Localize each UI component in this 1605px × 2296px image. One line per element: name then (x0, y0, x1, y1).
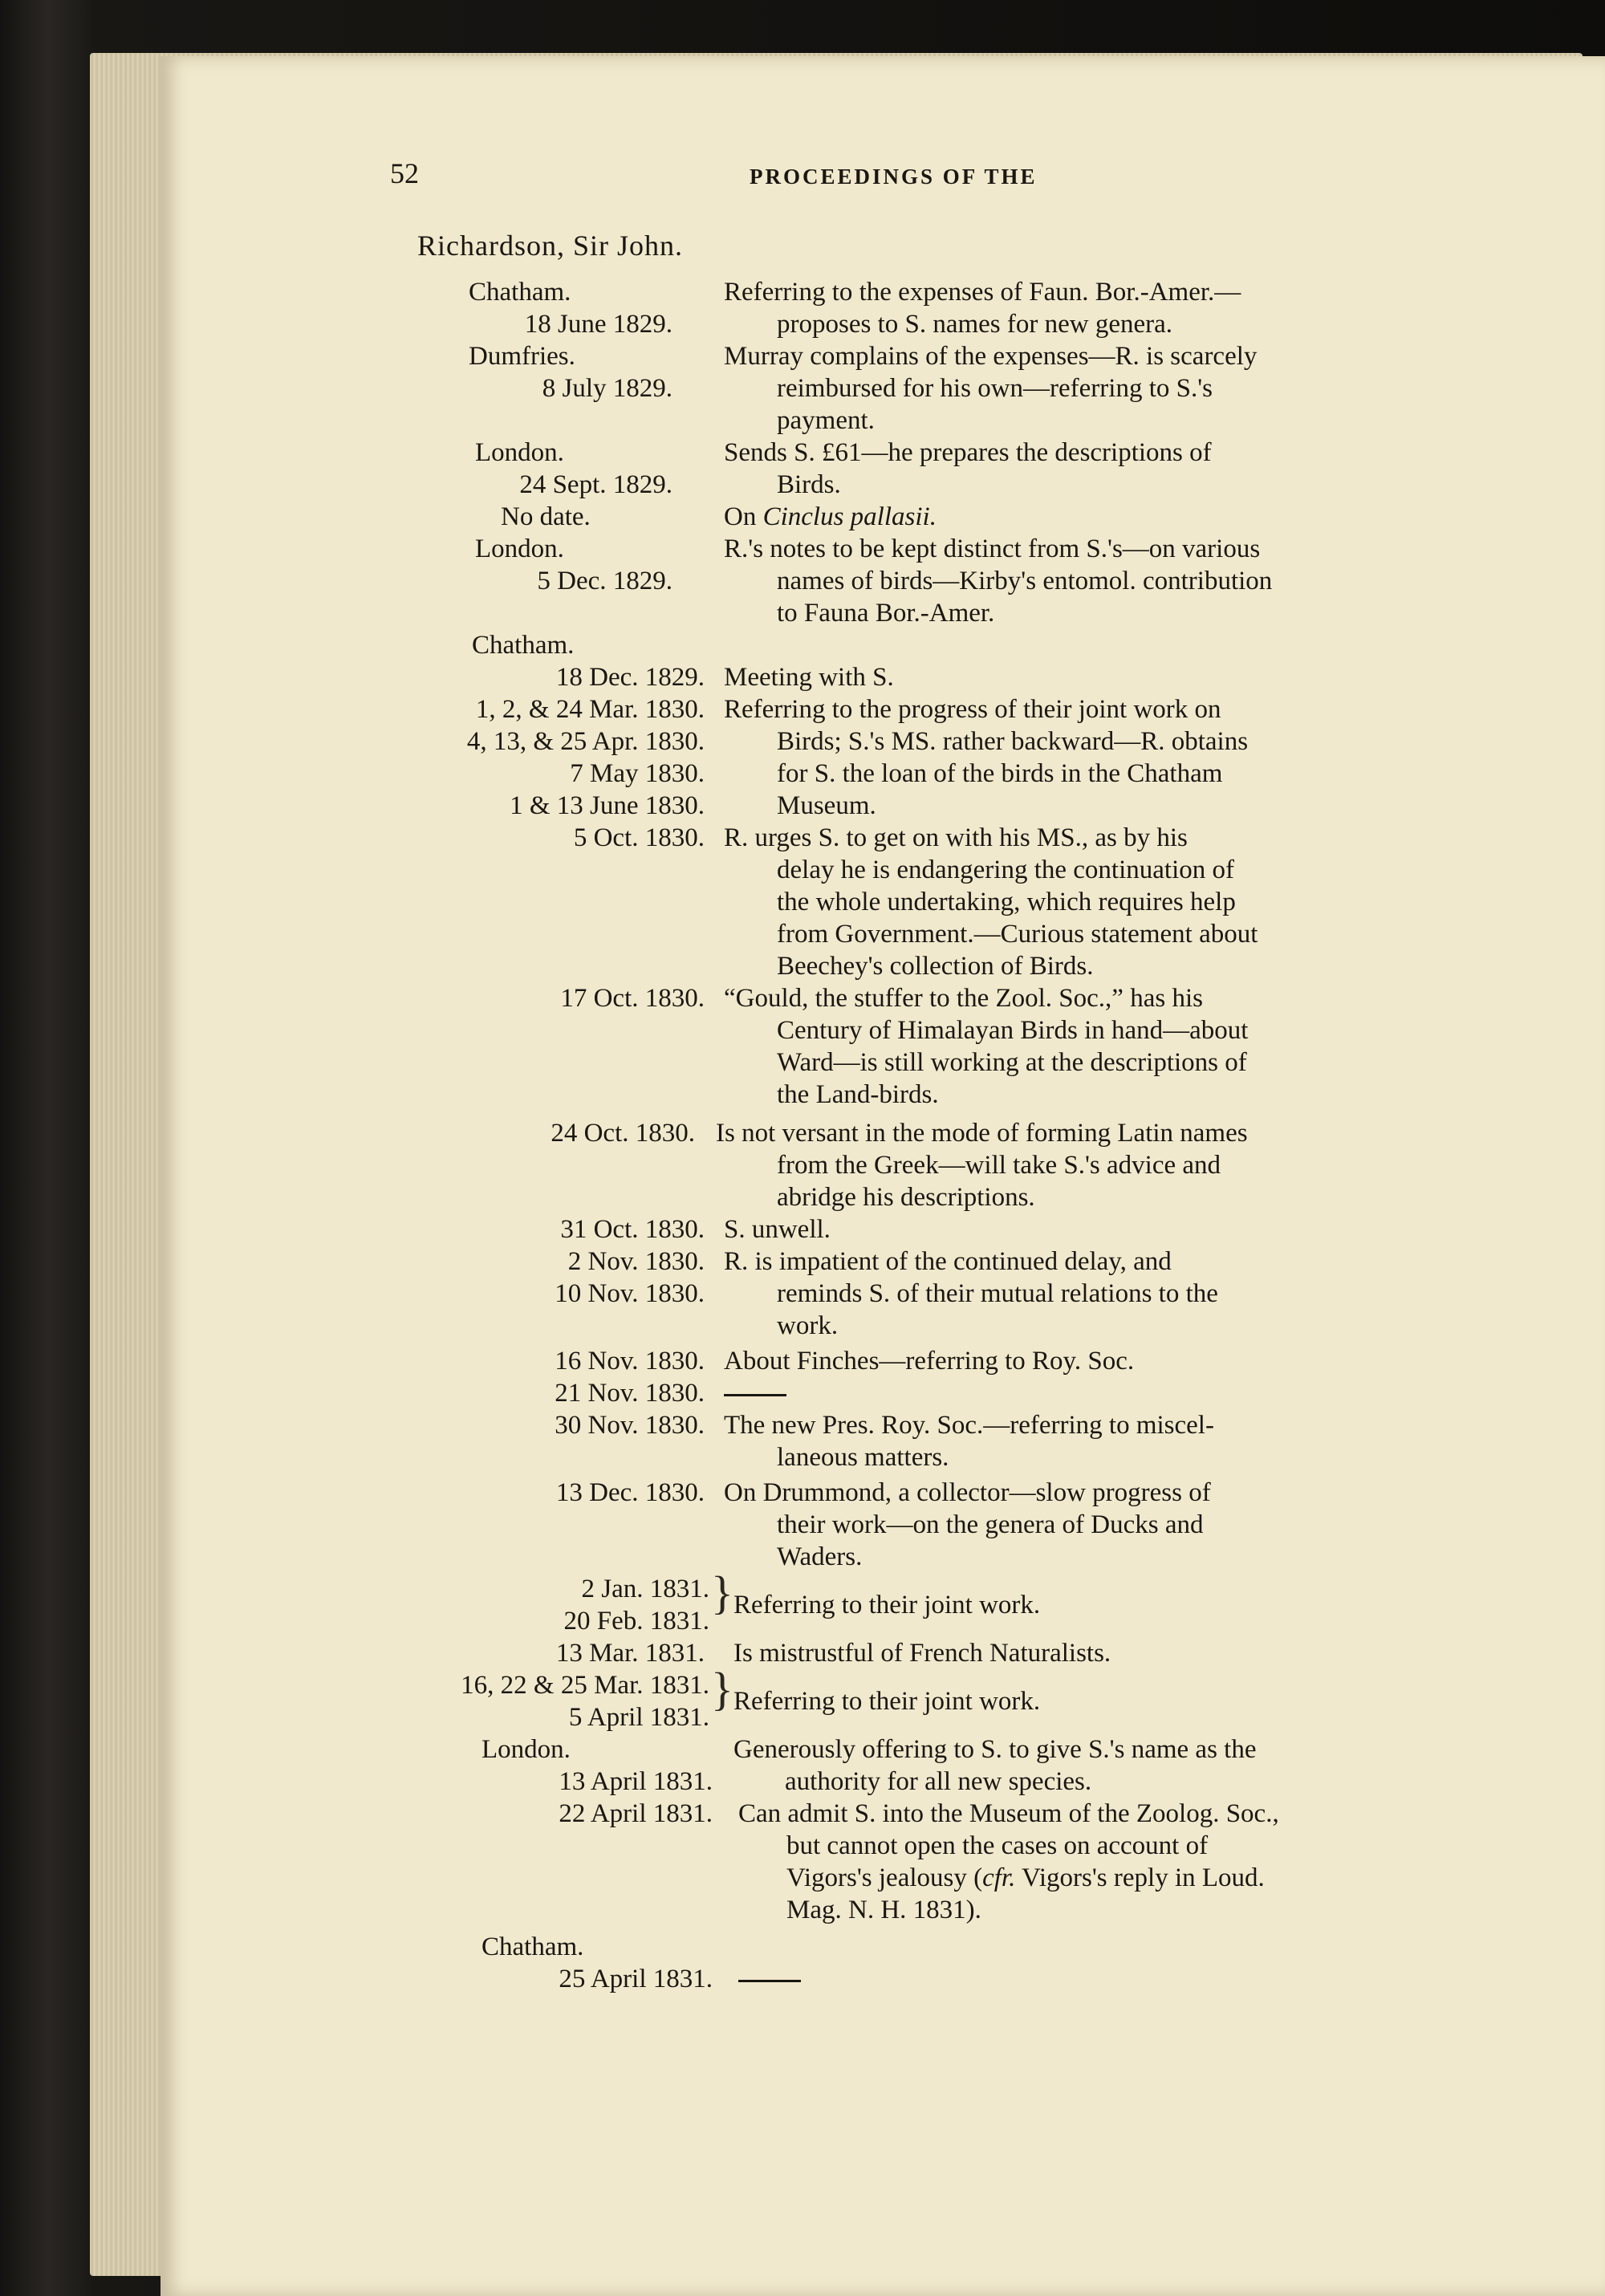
species-name: Cinclus pallasii. (762, 502, 937, 531)
entry-place: Chatham. (472, 631, 575, 660)
entry-date: 16, 22 & 25 Mar. 1831. (461, 1671, 709, 1700)
entry-text: R. urges S. to get on with his MS., as by his (724, 823, 1188, 852)
entry-place: London. (482, 1735, 571, 1764)
entry-date: 20 Feb. 1831. (563, 1607, 709, 1636)
entry-date: 22 April 1831. (559, 1799, 713, 1828)
entry-text: The new Pres. Roy. Soc.—referring to miscel- (724, 1411, 1214, 1440)
entry-text: the Land-birds. (777, 1080, 939, 1109)
page-number: 52 (390, 157, 419, 189)
entry-date: 2 Nov. 1830. (567, 1247, 705, 1276)
entry-text: Is mistrustful of French Naturalists. (733, 1639, 1111, 1668)
entry-place: Dumfries. (469, 342, 575, 371)
entry-text: Sends S. £61—he prepares the descriptions of (724, 438, 1212, 467)
entry-text: Referring to the progress of their joint work on (724, 695, 1221, 724)
entry-text: Museum. (777, 791, 876, 820)
entry-date: 1, 2, & 24 Mar. 1830. (475, 695, 705, 724)
entry-text: Century of Himalayan Birds in hand—about (777, 1016, 1249, 1045)
entry-text: from Government.—Curious statement about (777, 920, 1258, 949)
entry-text: On Cinclus pallasii. (724, 502, 937, 531)
entry-text: Birds; S.'s MS. rather backward—R. obtains (777, 727, 1249, 756)
entry-date: 24 Sept. 1829. (519, 470, 672, 499)
entry-date: 31 Oct. 1830. (560, 1215, 705, 1244)
entry-text: from the Greek—will take S.'s advice and (777, 1151, 1221, 1180)
entry-text: delay he is endangering the continuation of (777, 855, 1234, 884)
entry-text: proposes to S. names for new genera. (777, 310, 1173, 339)
entry-text: On Drummond, a collector—slow progress of (724, 1478, 1211, 1507)
entry-text: the whole undertaking, which requires help (777, 888, 1236, 916)
entry-text: R. is impatient of the continued delay, and (724, 1247, 1172, 1276)
entry-text: reimbursed for his own—referring to S.'s (777, 374, 1213, 403)
entry-text: but cannot open the cases on account of (786, 1831, 1209, 1860)
entry-text: abridge his descriptions. (777, 1183, 1035, 1212)
entry-text: About Finches—referring to Roy. Soc. (724, 1347, 1135, 1376)
entry-date: 2 Jan. 1831. (581, 1575, 709, 1603)
entry-text: payment. (777, 406, 875, 435)
entry-date: 5 April 1831. (568, 1703, 709, 1732)
entry-date: 13 Dec. 1830. (555, 1478, 705, 1507)
entry-text: Referring to their joint work. (733, 1687, 1041, 1716)
entry-text: Beechey's collection of Birds. (777, 952, 1094, 981)
entry-date: 17 Oct. 1830. (560, 984, 705, 1013)
entry-text: reminds S. of their mutual relations to the (777, 1279, 1218, 1308)
entry-place: London. (475, 534, 564, 563)
entry-date: 4, 13, & 25 Apr. 1830. (466, 727, 705, 756)
entry-date: No date. (501, 502, 591, 531)
entry-heading: Richardson, Sir John. (417, 230, 683, 262)
entry-text: Referring to their joint work. (733, 1591, 1041, 1619)
entry-text: S. unwell. (724, 1215, 831, 1244)
entry-date: 18 Dec. 1829. (555, 663, 705, 692)
entry-place: Chatham. (482, 1932, 584, 1961)
entry-date: 18 June 1829. (524, 310, 672, 339)
entry-text: laneous matters. (777, 1443, 949, 1472)
entry-text: Is not versant in the mode of forming Latin names (716, 1119, 1248, 1148)
no-summary-dash (724, 1377, 1414, 1409)
entry-text: Birds. (777, 470, 841, 499)
entry-text: “Gould, the stuffer to the Zool. Soc.,” has his (724, 984, 1203, 1013)
entry-date: 7 May 1830. (570, 759, 705, 788)
entry-date: 16 Nov. 1830. (555, 1347, 705, 1376)
entry-text: for S. the loan of the birds in the Chatham (777, 759, 1223, 788)
entry-text: Murray complains of the expenses—R. is scarcely (724, 342, 1258, 371)
entry-date: 13 April 1831. (559, 1767, 713, 1796)
entry-place: Chatham. (469, 278, 571, 307)
entry-date: 24 Oct. 1830. (551, 1119, 695, 1148)
entry-text: Can admit S. into the Museum of the Zoolog. Soc., (738, 1799, 1279, 1828)
entry-text: work. (777, 1311, 839, 1340)
entry-text: Meeting with S. (724, 663, 894, 692)
entry-text: Vigors's jealousy (cfr. Vigors's reply in Loud. (786, 1863, 1265, 1892)
entry-text: Generously offering to S. to give S.'s name as the (733, 1735, 1257, 1764)
entry-date: 30 Nov. 1830. (555, 1411, 705, 1440)
entry-text: names of birds—Kirby's entomol. contribution (777, 567, 1273, 595)
entry-text: their work—on the genera of Ducks and (777, 1510, 1204, 1539)
entry-date: 10 Nov. 1830. (555, 1279, 705, 1308)
entry-place: London. (475, 438, 564, 467)
entry-text: Waders. (777, 1542, 863, 1571)
running-head: PROCEEDINGS OF THE (750, 165, 1038, 189)
entry-text: to Fauna Bor.-Amer. (777, 599, 995, 628)
entry-date: 21 Nov. 1830. (555, 1379, 705, 1408)
entry-date: 8 July 1829. (542, 374, 672, 403)
entry-date: 5 Oct. 1830. (573, 823, 705, 852)
no-summary-dash (738, 1963, 1428, 1995)
entry-text: Ward—is still working at the descriptions of (777, 1048, 1247, 1077)
entry-text: R.'s notes to be kept distinct from S.'s—on various (724, 534, 1261, 563)
brace-icon: } (711, 1567, 733, 1619)
entry-text: Referring to the expenses of Faun. Bor.-Amer.— (724, 278, 1241, 307)
entry-date: 13 Mar. 1831. (555, 1639, 705, 1668)
entry-text: authority for all new species. (785, 1767, 1092, 1796)
entry-date: 1 & 13 June 1830. (510, 791, 705, 820)
entry-date: 5 Dec. 1829. (537, 567, 672, 595)
brace-icon: } (711, 1663, 733, 1715)
cfr-abbrev: cfr. (982, 1863, 1016, 1892)
entry-date: 25 April 1831. (559, 1965, 713, 1993)
entry-text: Mag. N. H. 1831). (786, 1896, 981, 1924)
